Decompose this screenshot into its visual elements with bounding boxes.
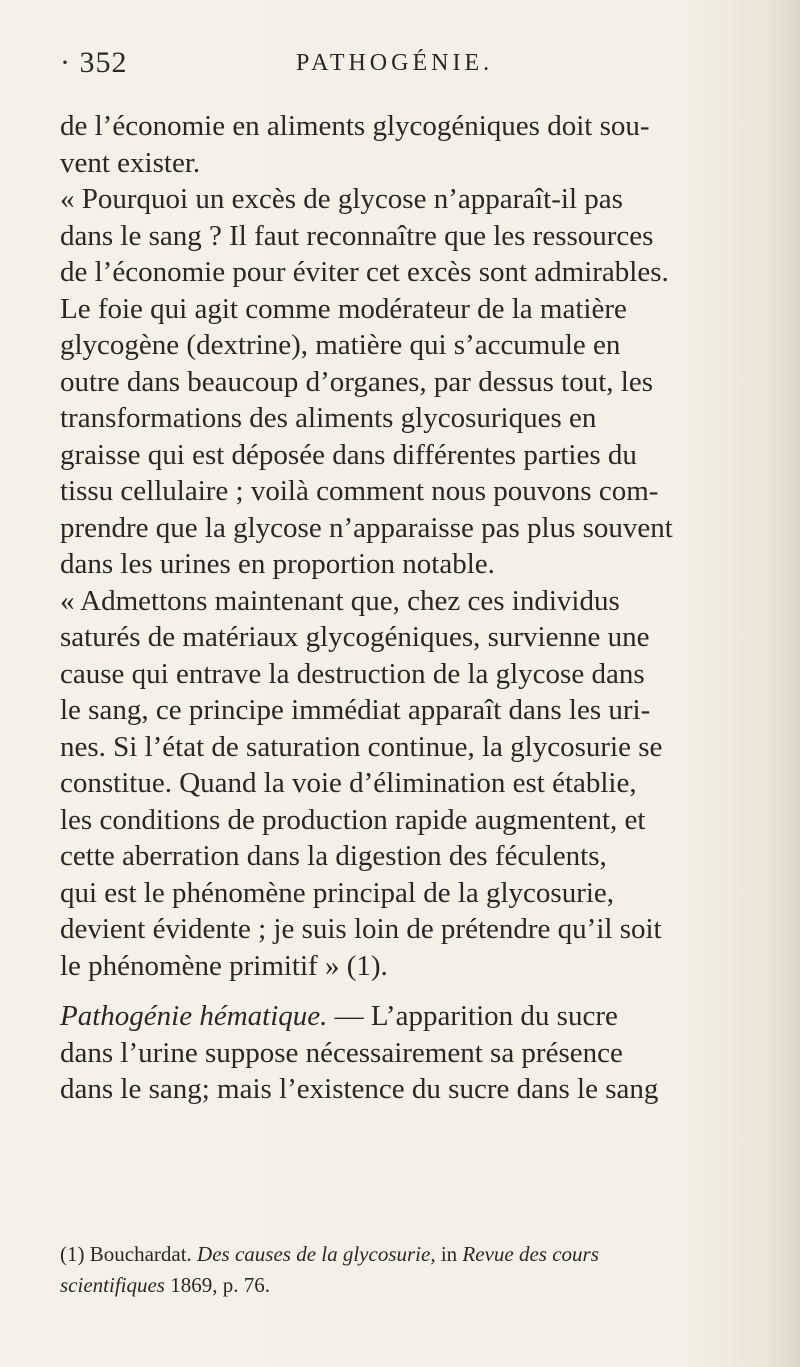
text-line: dans le sang ? Il faut reconnaître que les ressources [60,219,654,252]
page-header [60,46,740,86]
text-line: saturés de matériaux glycogéniques, survienne une [60,621,650,653]
text-line: transformations des aliments glycosuriques en [60,402,597,434]
text-line: glycogène (dextrine), matière qui s’accumule en [60,329,621,361]
footnote-work-title: Des causes de la glycosurie, [191,1242,436,1266]
text-line: qui est le phénomène principal de la glycosurie, [60,876,615,909]
footnote-marker: (1) Bouchardat. [60,1242,192,1266]
text-line: cette aberration dans la digestion des féculents, [60,840,607,872]
text-line: « Admettons maintenant que, chez ces individus [60,584,620,617]
text-line: graisse qui est déposée dans différentes parties du [60,438,637,471]
text-line: le phénomène primitif » (1). [60,949,388,982]
footnote-line [60,1239,800,1270]
footnote-line [60,1270,800,1301]
paragraph-gap [60,984,800,998]
text-line [60,998,800,1035]
text-line: devient évidente ; je suis loin de prétendre qu’il soit [60,913,662,945]
text-line: cause qui entrave la destruction de la glycose dans [60,657,645,690]
text-line: nes. Si l’état de saturation continue, la glycosurie se [60,730,663,763]
text-line: dans l’urine suppose nécessairement sa présence [60,1036,623,1069]
text-line: de l’économie en aliments glycogéniques doit sou- [60,110,650,142]
text-line: prendre que la glycose n’apparaisse pas plus souvent [60,511,673,544]
text-line: le sang, ce principe immédiat apparaît dans les uri- [60,694,651,726]
footnote-in: in [435,1242,463,1266]
footnote [60,1239,800,1301]
text-line: « Pourquoi un excès de glycose n’apparaît-il pas [60,183,623,215]
text-line: dans les urines en proportion notable. [60,548,495,580]
text-line: tissu cellulaire ; voilà comment nous pouvons com- [60,475,659,507]
section-title-continuation: — L’apparition du sucre [327,1000,618,1032]
text-line: de l’économie pour éviter cet excès sont admirables. [60,256,669,288]
text-line: Le foie qui agit comme modérateur de la matière [60,292,627,325]
footnote-journal: Revue des cours [462,1242,599,1266]
text-line: les conditions de production rapide augmentent, et [60,803,646,836]
text-line: vent exister. [60,146,201,179]
page-number: · 352 [60,46,128,79]
text-line: dans le sang; mais l’existence du sucre dans le sang [60,1073,659,1105]
section-title: Pathogénie hématique. [60,1000,328,1032]
text-line: outre dans beaucoup d’organes, par dessus tout, les [60,365,654,398]
footnote-details: 1869, p. 76. [164,1273,270,1297]
running-head: PATHOGÉNIE. [296,50,494,76]
text-line: constitue. Quand la voie d’élimination est établie, [60,767,637,799]
main-text [60,108,800,1108]
footnote-journal-continued: scientifiques [60,1273,165,1297]
